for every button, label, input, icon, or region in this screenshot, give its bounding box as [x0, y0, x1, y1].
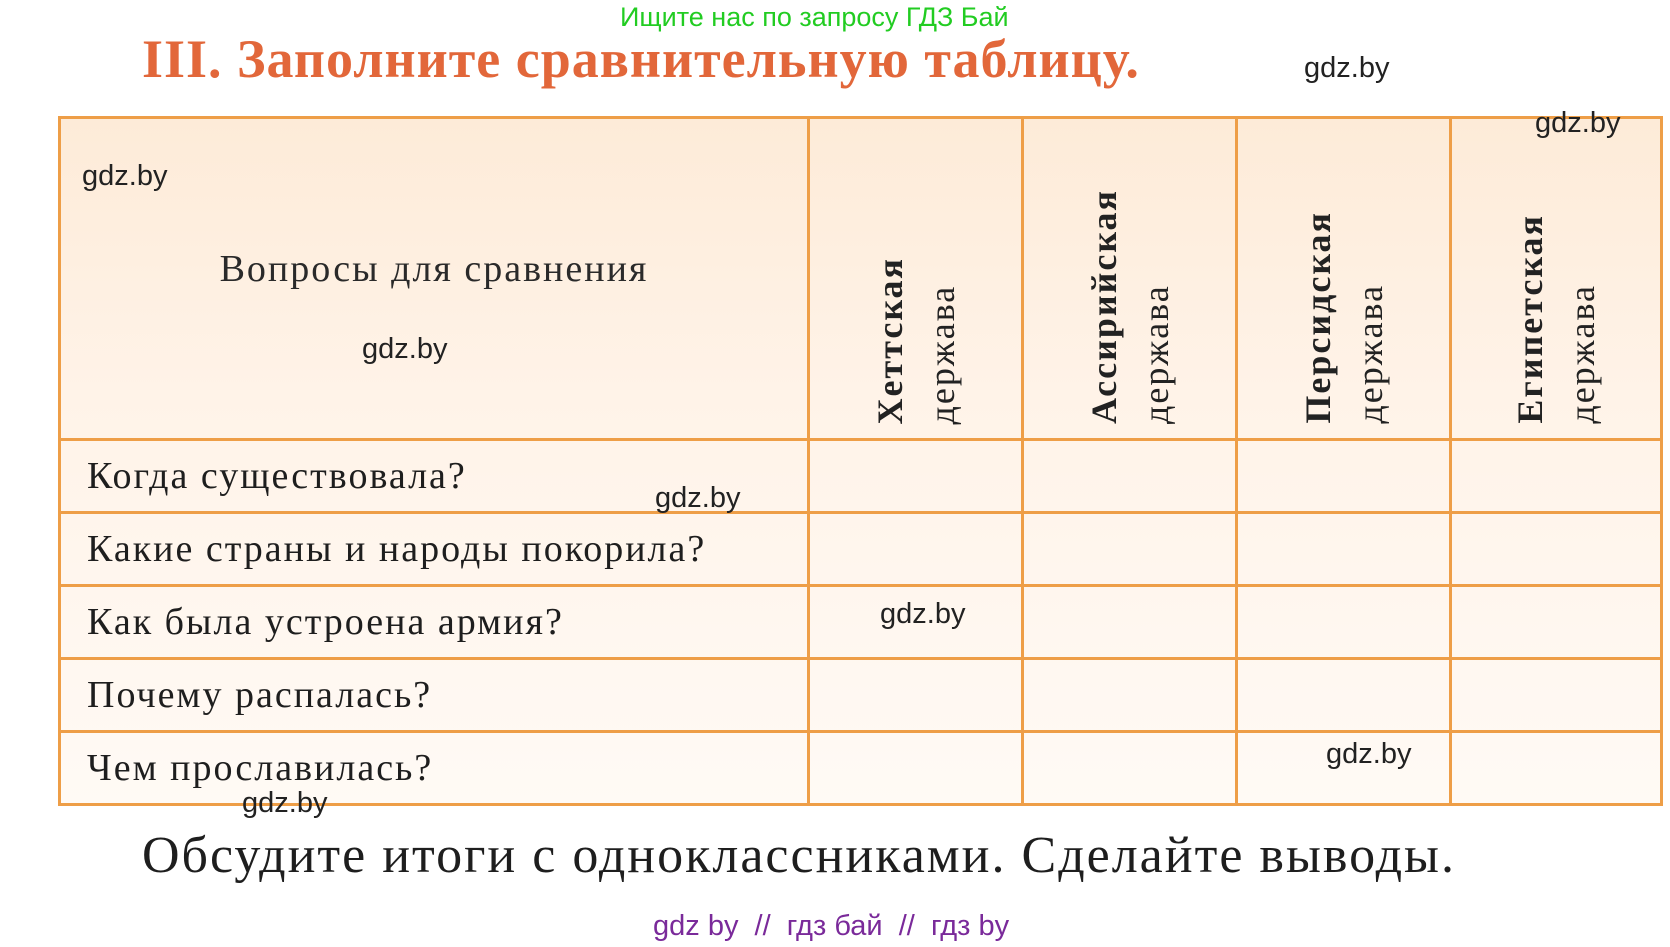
- answer-cell[interactable]: [1024, 660, 1238, 733]
- answer-cell[interactable]: [1238, 660, 1452, 733]
- question-text: Чем прославилась?: [87, 747, 434, 789]
- answer-cell[interactable]: [810, 660, 1024, 733]
- column-subtitle: держава: [1562, 284, 1602, 424]
- comparison-table: [58, 116, 1663, 806]
- discussion-instruction: Обсудите итоги с одноклассниками. Сделайте выводы.: [142, 827, 1456, 884]
- question-cell: [61, 587, 810, 660]
- column-subtitle: держава: [1135, 284, 1176, 424]
- answer-cell[interactable]: [1238, 587, 1452, 660]
- question-cell: [61, 733, 810, 803]
- answer-cell[interactable]: [1238, 514, 1452, 587]
- watermark: gdz.by: [362, 333, 448, 365]
- answer-cell[interactable]: [1452, 441, 1660, 514]
- answer-cell[interactable]: [1452, 660, 1660, 733]
- answer-cell[interactable]: [810, 733, 1024, 803]
- watermark: gdz.by: [82, 160, 168, 192]
- header-hittite-cell: [810, 119, 1024, 441]
- answer-cell[interactable]: [810, 514, 1024, 587]
- question-cell: [61, 660, 810, 733]
- answer-cell[interactable]: [1238, 441, 1452, 514]
- answer-cell[interactable]: [1452, 514, 1660, 587]
- bottom-links[interactable]: gdz by // гдз бай // гдз by: [653, 910, 1010, 942]
- header-questions-cell: [61, 119, 810, 441]
- column-title: Египетская: [1510, 214, 1550, 424]
- answer-cell[interactable]: [1024, 514, 1238, 587]
- question-text: Как была устроена армия?: [87, 601, 564, 643]
- answer-cell[interactable]: [1024, 733, 1238, 803]
- header-egyptian-cell: [1452, 119, 1660, 441]
- watermark: gdz.by: [1535, 107, 1621, 139]
- column-title: Персидская: [1297, 211, 1338, 424]
- column-title: Ассирийская: [1083, 189, 1124, 424]
- answer-cell[interactable]: [1024, 441, 1238, 514]
- answer-cell[interactable]: [1452, 733, 1660, 803]
- watermark: gdz.by: [655, 482, 741, 514]
- top-banner[interactable]: Ищите нас по запросу ГДЗ Бай: [620, 2, 1009, 32]
- watermark: gdz.by: [1304, 52, 1390, 84]
- question-cell: [61, 514, 810, 587]
- header-persian-cell: [1238, 119, 1452, 441]
- column-subtitle: держава: [921, 284, 962, 424]
- answer-cell[interactable]: [810, 441, 1024, 514]
- watermark: gdz.by: [1326, 738, 1412, 770]
- column-subtitle: держава: [1349, 284, 1390, 424]
- question-text: Почему распалась?: [87, 674, 433, 716]
- task-heading: III. Заполните сравнительную таблицу.: [142, 29, 1140, 89]
- header-questions-label: Вопросы для сравнения: [219, 247, 649, 290]
- watermark: gdz.by: [242, 787, 328, 819]
- question-text: Когда существовала?: [87, 455, 467, 497]
- watermark: gdz.by: [880, 598, 966, 630]
- question-text: Какие страны и народы покорила?: [87, 528, 707, 570]
- answer-cell[interactable]: [1452, 587, 1660, 660]
- header-assyrian-cell: [1024, 119, 1238, 441]
- column-title: Хеттская: [869, 256, 910, 424]
- answer-cell[interactable]: [1024, 587, 1238, 660]
